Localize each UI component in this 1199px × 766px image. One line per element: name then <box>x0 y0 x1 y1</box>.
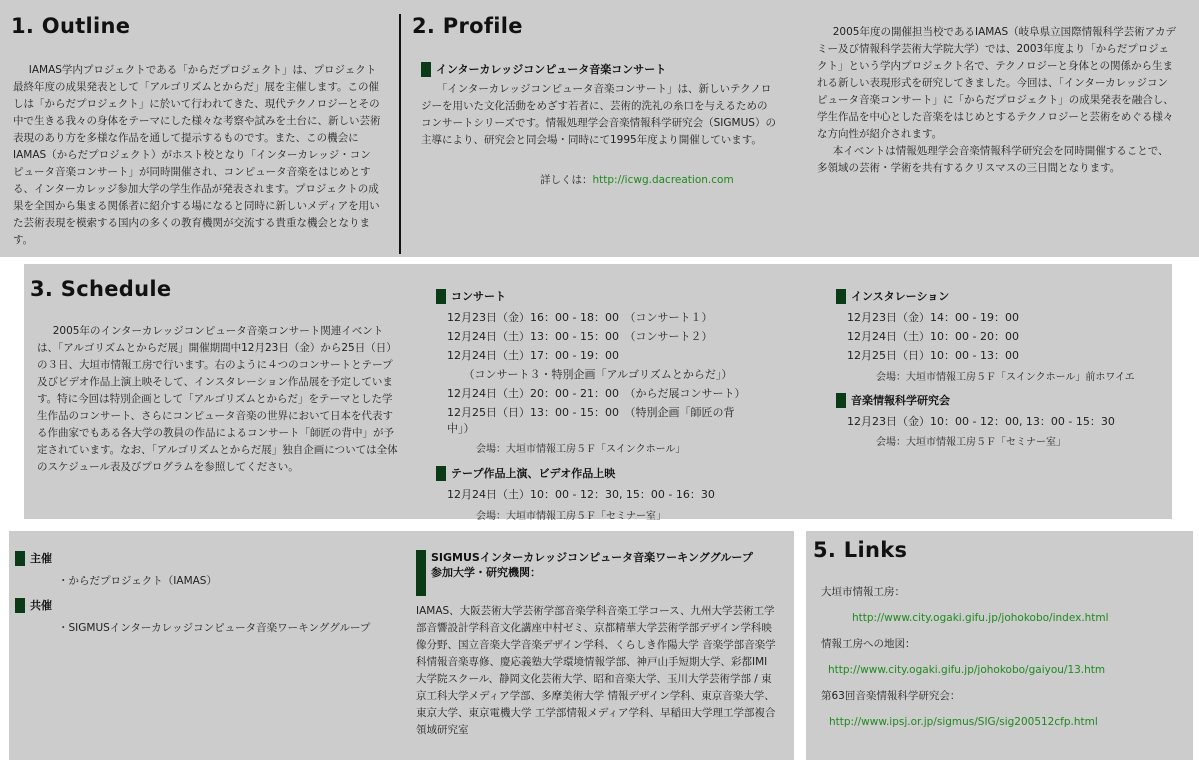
schedule-line: （コンサート３・特別企画「アルゴリズムとからだ」） <box>447 368 733 381</box>
tape-schedule <box>447 485 715 504</box>
schedule-line: 12月23日（金）16：00 - 18：00 （コンサート１） <box>447 311 713 324</box>
link-label-3: 第63回音楽情報科学研究会： <box>821 690 961 702</box>
section-bar-icon <box>421 62 431 77</box>
installation-venue: 会場：大垣市情報工房５Ｆ「スインクホール」前ホワイエ <box>876 372 1135 383</box>
installation-title-text: インスタレーション <box>851 290 950 303</box>
outline-body <box>13 62 381 249</box>
section-bar-icon <box>836 393 846 408</box>
section-bar-icon <box>416 550 426 596</box>
wg-header-text <box>431 550 753 580</box>
schedule-line: 12月23日（金）14：00 - 19：00 <box>847 311 1019 324</box>
concert-venue: 会場：大垣市情報工房５Ｆ「スインクホール」 <box>476 444 686 455</box>
schedule-line: 12月24日（土）10：00 - 12：30, 15：00 - 16：30 <box>447 488 715 501</box>
schedule-line: 12月25日（日）13：00 - 15：00 （特別企画「師匠の背 <box>447 406 735 419</box>
concert-title-text: コンサート <box>451 290 506 303</box>
sigmus-schedule <box>847 412 1115 431</box>
section-bar-icon <box>15 598 25 613</box>
link-url-1[interactable]: http://www.city.ogaki.gifu.jp/johokobo/index.html <box>852 612 1109 624</box>
profile-subheading-text: インターカレッジコンピュータ音楽コンサート <box>436 63 667 76</box>
section-bar-icon <box>836 289 846 304</box>
wg-header <box>416 550 792 596</box>
members-list: IAMAS、大阪芸術大学芸術学部音楽学科音楽工学コース、九州大学芸術工学部音響設計学科音文化講座中村ゼミ、京都精華大学芸術学部デザイン学科映像分野、国立音楽大学音楽デザイン学科、くらしき作陽大学 音楽学部音楽学科情報音楽専修、慶応義塾大学環境情報学部、神戸山手短期大学、彩都IMI大学院スクール、静岡文化芸術大学、昭和音楽大学、玉川大学芸術学部 / 東京工科大学メディア学部、多摩美術大学 情報デザイン学科、東京音楽大学、東京大学、東京電機大学 工学部情報メディア学科、早稲田大学理工学部複合領域研究室 <box>416 605 776 736</box>
profile-right-paragraph-1: 2005年度の開催担当校であるIAMAS（岐阜県立国際情報科学芸術アカデミー及び情報科学芸術大学院大学）では、2003年度より「からだプロジェクト」という学内プロジェクト名で、テクノロジーと身体との関係から生まれる新しい表現形式を研究してきました。今回は、「インターカレッジコンピュータ音楽コンサート」に「からだプロジェクト」の成果発表を融合し、学生作品を中心とした音楽をはじめとするテクノロジーと芸術をめぐる様々な方向性が紹介されます。 <box>817 26 1177 140</box>
profile-details <box>540 172 734 189</box>
concert-schedule <box>447 308 787 436</box>
outline-heading: 1. Outline <box>11 14 131 38</box>
cohost-label <box>15 598 52 613</box>
schedule-line: 中」） <box>447 422 475 435</box>
host-label <box>15 551 52 566</box>
section-bar-icon <box>436 466 446 481</box>
link-url-2[interactable]: http://www.city.ogaki.gifu.jp/johokobo/gaiyou/13.htm <box>828 664 1106 676</box>
tape-title-text: テープ作品上演、ビデオ作品上映 <box>451 467 616 480</box>
host-item: ・からだプロジェクト（IAMAS） <box>58 575 217 587</box>
link-label-2: 情報工房への地図： <box>821 638 916 650</box>
schedule-line: 12月24日（土）20：00 - 21：00 （からだ展コンサート） <box>447 387 746 400</box>
profile-subheading <box>421 62 666 77</box>
section-bar-icon <box>436 289 446 304</box>
links-heading: 5. Links <box>813 538 908 562</box>
sigmus-title <box>836 393 950 408</box>
host-label-text: 主催 <box>30 552 52 565</box>
details-label: 詳しくは： <box>540 174 593 186</box>
schedule-line: 12月24日（土）17：00 - 19：00 <box>447 349 619 362</box>
schedule-intro-paragraph: 2005年のインターカレッジコンピュータ音楽コンサート関連イベントは、「アルゴリズムとからだ展」開催期間中12月23日（金）から25日（日）の３日、大垣市情報工房で行います。右のように４つのコンサートとテープ及びビデオ作品上演上映そして、インスタレーション作品展を予定しています。特に今回は特別企画として「アルゴリズムとからだ」をテーマとした学生作品のコンサート、さらにコンピュータ音楽の世界において日本を代表する作曲家でもある各大学の教員の作品によるコンサート「師匠の背中」が予定されています。なお、「アルゴリズムとからだ展」独自企画については全体のスケジュール表及びプログラムを参照してください。 <box>37 325 398 473</box>
schedule-line: 12月23日（金）10：00 - 12：00, 13：00 - 15：30 <box>847 415 1115 428</box>
profile-body <box>421 81 777 149</box>
installation-schedule <box>847 308 1019 365</box>
profile-paragraph: 「インターカレッジコンピュータ音楽コンサート」は、新しいテクノロジーを用いた文化活動をめざす若者に、芸術的洗礼の糸口を与えるためのコンサートシリーズです。情報処理学会音楽情報科学研究会（SIGMUS）の主導により、研究会と同会場・同時にて1995年度より開催しています。 <box>421 83 776 146</box>
schedule-intro <box>37 323 399 476</box>
cohost-item: ・SIGMUSインターカレッジコンピュータ音楽ワーキンググループ <box>58 622 371 634</box>
link-url-3[interactable]: http://www.ipsj.or.jp/sigmus/SIG/sig200512cfp.html <box>829 716 1098 728</box>
link-label-1: 大垣市情報工房： <box>821 586 905 598</box>
sigmus-venue: 会場：大垣市情報工房５Ｆ「セミナー室」 <box>876 437 1066 448</box>
installation-title <box>836 289 949 304</box>
schedule-line: 12月24日（土）13：00 - 15：00 （コンサート２） <box>447 330 713 343</box>
outline-paragraph: IAMAS学内プロジェクトである「からだプロジェクト」は、プロジェクト最終年度の成果発表として「アルゴリズムとからだ」展を主催します。この催しは「からだプロジェクト」に於いて行われてきた、現代テクノロジーとその中で生きる我々の身体をテーマにした様々な考察や試みを土台に、新しい芸術表現のあり方を多様な作品を通して提示するものです。また、この機会にIAMAS（からだプロジェクト）がホスト校となり「インターカレッジ・コンピュータ音楽コンサート」が同時開催され、コンピュータ音楽をはじめとする、インターカレッジ参加大学の学生作品が発表されます。プロジェクトの成果を全国から集まる関係者に紹介する場になると同時に新しいメディアを用いた芸術表現を模索する国内の多くの教育機関が交流する貴重な機会となります。 <box>13 64 381 246</box>
details-link[interactable]: http://icwg.dacreation.com <box>592 174 734 186</box>
concert-title <box>436 289 506 304</box>
schedule-line: 12月24日（土）10：00 - 20：00 <box>847 330 1019 343</box>
schedule-line: 12月25日（日）10：00 - 13：00 <box>847 349 1019 362</box>
wg-title: SIGMUSインターカレッジコンピュータ音楽ワーキンググループ <box>431 551 753 564</box>
tape-title <box>436 466 615 481</box>
profile-right-paragraph-2: 本イベントは情報処理学会音楽情報科学研究会を同時開催することで、多領域の芸術・学術を共有するクリスマスの三日間となります。 <box>817 145 1169 174</box>
members-label: 参加大学・研究機関： <box>431 566 541 579</box>
tape-venue: 会場：大垣市情報工房５Ｆ「セミナー室」 <box>476 511 666 522</box>
schedule-heading: 3. Schedule <box>30 277 172 301</box>
divider <box>399 14 401 254</box>
profile-right-text <box>817 24 1177 177</box>
profile-heading: 2. Profile <box>412 14 523 38</box>
sigmus-title-text: 音楽情報科学研究会 <box>851 394 950 407</box>
section-bar-icon <box>15 551 25 566</box>
cohost-label-text: 共催 <box>30 599 52 612</box>
